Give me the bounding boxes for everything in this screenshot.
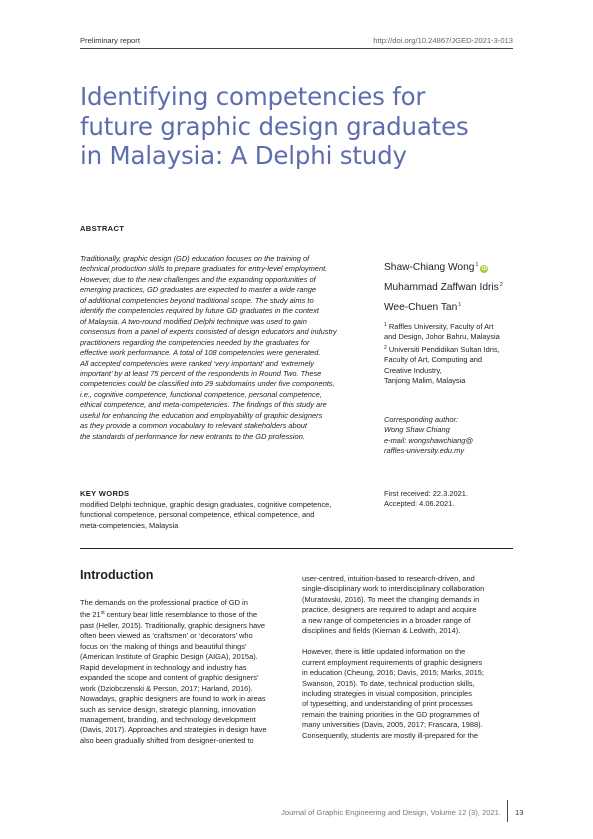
abstract-line: competencies could be classified into 29 subdomains under five components, <box>80 379 335 389</box>
abstract-line: practitioners regarding the competencies needed by the graduates for <box>80 337 310 347</box>
journal-footer: Journal of Graphic Engineering and Design, Volume 12 (3), 2021. <box>281 808 501 817</box>
title-line: future graphic design graduates <box>80 111 469 141</box>
author: Wee-Chuen Tan$^1$ <box>384 301 462 313</box>
abstract-line: However, due to the new challenges and the expanding opportunities of <box>80 274 316 284</box>
orcid-icon[interactable]: iD <box>481 266 487 272</box>
footer-divider <box>507 800 508 822</box>
author-affil-sup: 1 <box>475 262 479 268</box>
author-affil-sup: 1 <box>458 301 462 308</box>
corresponding-author <box>384 415 524 457</box>
abstract-line: as they provide a common vocabulary to relevant stakeholders about <box>80 421 307 431</box>
abstract-line: All accepted competencies were ranked ‘very important’ and ‘extremely <box>80 358 314 368</box>
abstract-line: technical production skills to prepare graduates for entry-level employment. <box>80 264 328 274</box>
abstract-line: ethical competence, and meta-competencies. The findings of this study are <box>80 400 327 410</box>
abstract-line: effective work performance. A total of 108 competencies were generated. <box>80 348 321 358</box>
abstract-line: i.e., cognitive competence, functional competence, personal competence, <box>80 389 322 399</box>
doi-link[interactable]: http://doi.org/10.24867/JGED-2021-3-013 <box>373 36 513 45</box>
body-column-right: user-centred, intuition-based to research-driven, and single-disciplinary work to interdisciplinary collaboration (Muratovski, 2016). To meet the changing demands in practice, designers are required to adapt and acquire a new range of competencies in a broader range of disciplines and fields (Kiernan & Ledwith, 2014). However, there is little updated information on the current employment requirements of graphic designers in education (Cheung, 2016; Davis, 2015; Marks, 2015; Swanson, 2015). To date, technical production skills, including strategies in visual composition, principles of typesetting, and understanding of print processes remain the training priorities in the GD programmes of many universities (Davis, 2005, 2017; Frascara, 1988). Consequently, students are mostly ill-prepared for the <box>302 574 485 740</box>
abstract-line: the standards of performance for new entrants to the GD profession. <box>80 431 305 441</box>
abstract-line: of additional competencies beyond traditional scope. The study aims to <box>80 295 314 305</box>
running-header-label: Preliminary report <box>80 36 140 45</box>
page-number: 13 <box>515 808 524 817</box>
keywords-heading: KEY WORDS <box>80 489 130 498</box>
section-divider <box>80 548 513 549</box>
abstract-line: identify the competencies required by future GD graduates in the context <box>80 306 319 316</box>
abstract-text <box>80 254 368 442</box>
author-affil-sup: 2 <box>499 281 503 288</box>
email-line[interactable]: e-mail: wongshawchiang@ <box>384 435 473 445</box>
submission-dates <box>384 489 468 510</box>
abstract-line: useful for enhancing the education and employability of graphic designers <box>80 410 323 420</box>
abstract-heading: ABSTRACT <box>80 224 125 233</box>
abstract-line: emerging practices, GD graduates are expected to master a wide range <box>80 285 317 295</box>
corresponding-label: Corresponding author: <box>384 415 459 424</box>
affiliations: $^1$ Raffles University, Faculty of Art and Design, Johor Bahru, Malaysia $^2$ Universiti Pendidikan Sultan Idris, Faculty of Art, Computing and Creative Industry, Tanjong Malim, Malaysia <box>384 322 500 386</box>
abstract-line: consensus from a panel of experts consisted of design educators and industry <box>80 327 337 337</box>
section-heading-introduction: Introduction <box>80 568 154 582</box>
accepted-date: Accepted: 4.06.2021. <box>384 499 455 509</box>
author: Shaw-Chiang Wong$^1$iD <box>384 262 487 273</box>
paper-title <box>80 82 480 171</box>
keywords-text: modified Delphi technique, graphic design graduates, cognitive competence, functional competence, personal competence, ethical competence, and meta-competencies, Malaysia <box>80 500 332 530</box>
author: Muhammad Zaffwan Idris$^2$ <box>384 281 503 293</box>
email-line[interactable]: raffles-university.edu.my <box>384 446 465 456</box>
abstract-line: important’ by at least 75 percent of the respondents in Round Two. These <box>80 368 322 378</box>
received-date: First received: 22.3.2021. <box>384 489 468 498</box>
abstract-line: Traditionally, graphic design (GD) education focuses on the training of <box>80 254 310 263</box>
corresponding-name: Wong Shaw Chiang <box>384 425 450 435</box>
abstract-line: of Malaysia. A two-round modified Delphi technique was used to gain <box>80 316 307 326</box>
title-line: Identifying competencies for <box>80 82 426 111</box>
author-list <box>384 257 534 316</box>
header-divider <box>80 48 513 49</box>
title-line: in Malaysia: A Delphi study <box>80 141 407 170</box>
body-column-left: The demands on the professional practice of GD in the 21st century bear little resemblance to those of the past (Heller, 2015). Traditionally, graphic designers have often been viewed as ‘craftsmen’ or ‘decorators’ who focus on ‘the making of things and beautiful things’ (American Institute of Graphic Design (AIGA), 2015a). Rapid development in technology and industry has expanded the scope and content of graphic designers’ work (Dziobczenski & Person, 2017; Harland, 2016). Nowadays, graphic designers are found to work in areas such as service design, strategic planning, innovation management, branding, and technology development (Davis, 2017). Approaches and strategies in design have also been gradually shifted from designer-oriented to <box>80 598 267 745</box>
